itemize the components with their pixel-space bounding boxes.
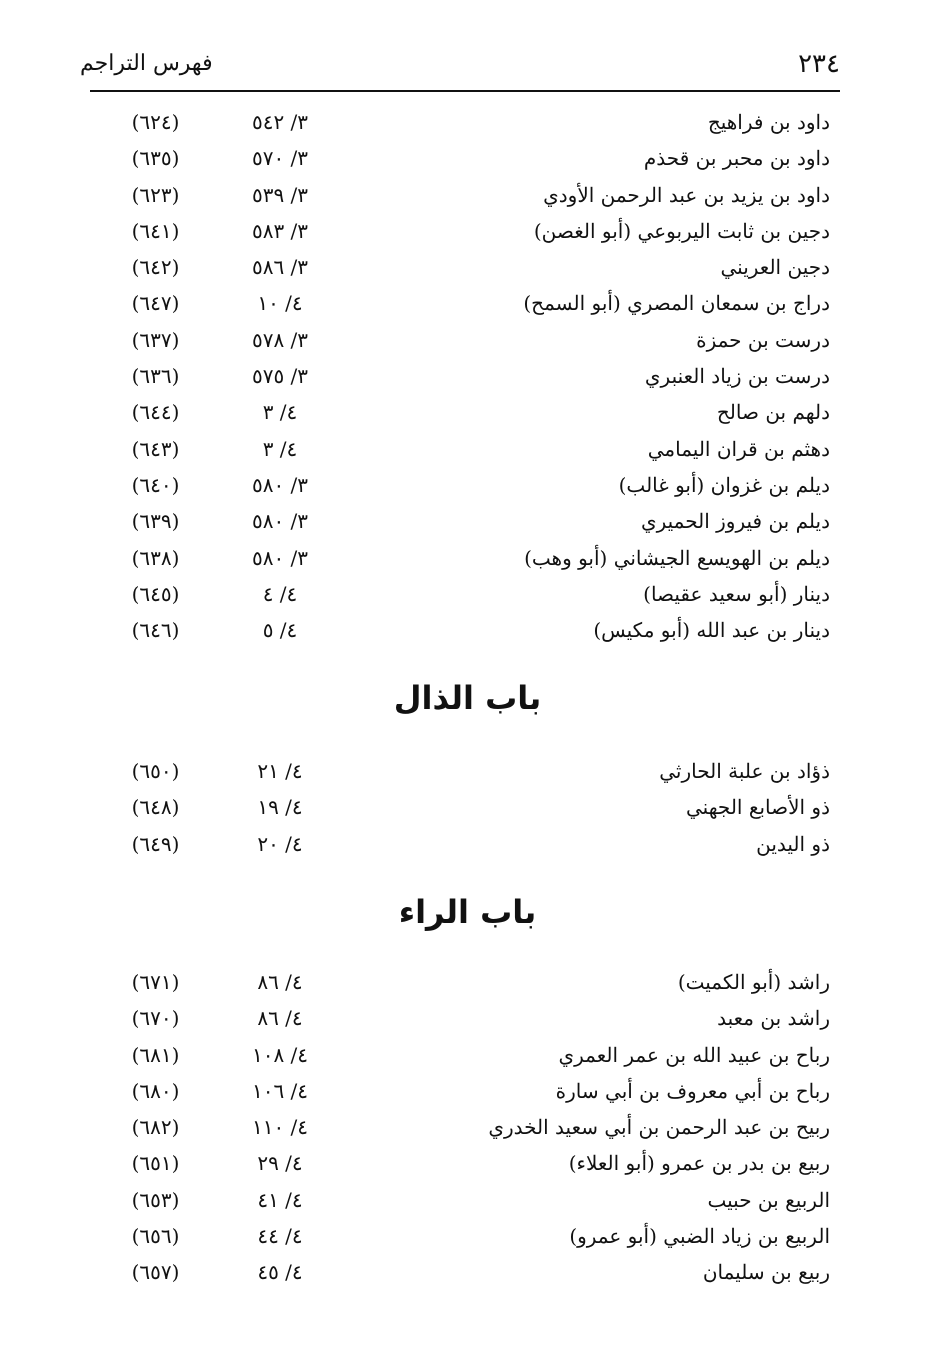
index-entry <box>0 467 935 503</box>
entry-name: دلهم بن صالح <box>716 400 830 425</box>
entry-name: الربيع بن زياد الضبي (أبو عمرو) <box>569 1224 830 1249</box>
entry-volume-page: ٣/ ٥٨٦ <box>251 255 309 280</box>
index-entry <box>0 322 935 358</box>
entry-volume-page: ٤/ ٤٥ <box>257 1260 303 1285</box>
index-entry <box>0 612 935 648</box>
entry-name: داود بن فراهيج <box>707 110 830 134</box>
entry-number: (٦٤٦) <box>131 618 180 643</box>
entry-volume-page: ٣/ ٥٤٢ <box>251 110 309 134</box>
index-entry <box>0 789 935 825</box>
entry-name: رباح بن عبيد الله بن عمر العمري <box>558 1042 830 1067</box>
index-entry <box>0 576 935 612</box>
entry-name: راشد بن معبد <box>717 1006 830 1031</box>
index-entry <box>0 1037 935 1073</box>
entry-number: (٦٣٨) <box>131 545 180 570</box>
index-entry <box>0 249 935 285</box>
page-number: ٢٣٤ <box>798 49 840 79</box>
index-entry <box>0 213 935 249</box>
header-rule <box>90 90 840 92</box>
entry-volume-page: ٤/ ١١٠ <box>251 1115 309 1140</box>
entry-number: (٦٥٠) <box>131 759 180 783</box>
entry-name: ذو اليدين <box>756 831 830 856</box>
entry-number: (٦٤٨) <box>131 795 180 820</box>
index-entry <box>0 358 935 394</box>
entry-name: دينار (أبو سعيد عقيصا) <box>643 581 830 606</box>
index-entry <box>0 503 935 539</box>
index-entry <box>0 1000 935 1036</box>
entry-volume-page: ٤/ ٢٩ <box>257 1151 303 1176</box>
entry-volume-page: ٤/ ٣ <box>262 436 298 461</box>
entry-name: ربيع بن سليمان <box>702 1260 830 1285</box>
index-entry <box>0 394 935 430</box>
entry-number: (٦٥٦) <box>131 1224 180 1249</box>
entry-number: (٦٣٩) <box>131 509 180 534</box>
entry-number: (٦٢٣) <box>131 182 180 207</box>
entry-volume-page: ٣/ ٥٨٠ <box>251 509 309 534</box>
entry-name: ديلم بن فيروز الحميري <box>640 509 830 534</box>
entry-number: (٦٥١) <box>131 1151 180 1176</box>
entry-volume-page: ٣/ ٥٨٠ <box>251 472 309 497</box>
entry-name: دجين العريني <box>720 255 830 280</box>
index-entry <box>0 1182 935 1218</box>
index-entry <box>0 1254 935 1290</box>
index-entry <box>0 1218 935 1254</box>
entry-number: (٦٣٧) <box>131 327 180 352</box>
entry-name: ذو الأصابع الجهني <box>685 795 830 820</box>
entry-volume-page: ٤/ ٤ <box>262 581 298 606</box>
index-entry <box>0 104 935 140</box>
index-entry <box>0 1145 935 1181</box>
entry-number: (٦٨٢) <box>131 1115 180 1140</box>
entry-number: (٦٨٠) <box>131 1078 180 1103</box>
entry-number: (٦٨١) <box>131 1042 180 1067</box>
entry-number: (٦٧١) <box>131 970 180 994</box>
entry-number: (٦٤٧) <box>131 291 180 316</box>
index-entry <box>0 177 935 213</box>
entry-volume-page: ٤/ ٢٠ <box>257 831 303 856</box>
chapter-heading-dhal: باب الذال <box>393 679 542 717</box>
entry-name: ربيح بن عبد الرحمن بن أبي سعيد الخدري <box>488 1115 830 1140</box>
entry-number: (٦٣٥) <box>131 146 180 171</box>
index-entry <box>0 285 935 321</box>
entry-name: دجين بن ثابت اليربوعي (أبو الغصن) <box>533 218 830 243</box>
index-entry <box>0 753 935 789</box>
chapter-heading-ra: باب الراء <box>398 893 537 931</box>
entry-number: (٦٤٩) <box>131 831 180 856</box>
running-title: فهرس التراجم <box>80 51 213 76</box>
entry-name: ربيع بن بدر بن عمرو (أبو العلاء) <box>568 1151 830 1176</box>
entry-volume-page: ٣/ ٥٣٩ <box>251 182 309 207</box>
entry-volume-page: ٤/ ١٩ <box>257 795 303 820</box>
entry-number: (٦٣٦) <box>131 364 180 389</box>
entry-number: (٦٢٤) <box>131 110 180 134</box>
entry-volume-page: ٤/ ٥ <box>262 618 298 643</box>
entry-name: ديلم بن غزوان (أبو غالب) <box>618 472 830 497</box>
entry-volume-page: ٤/ ٤١ <box>257 1187 303 1212</box>
section-dal <box>0 104 935 648</box>
entry-name: رباح بن أبي معروف بن أبي سارة <box>555 1078 830 1103</box>
index-entry <box>0 1073 935 1109</box>
entry-name: ذؤاد بن علبة الحارثي <box>659 759 830 783</box>
entry-name: داود بن يزيد بن عبد الرحمن الأودي <box>543 182 830 207</box>
entry-number: (٦٧٠) <box>131 1006 180 1031</box>
entry-name: درست بن زياد العنبري <box>644 364 830 389</box>
section-ra <box>0 964 935 1291</box>
entry-volume-page: ٤/ ٨٦ <box>257 970 303 994</box>
entry-name: درست بن حمزة <box>696 327 830 352</box>
entry-volume-page: ٤/ ٤٤ <box>257 1224 303 1249</box>
entry-number: (٦٤٥) <box>131 581 180 606</box>
entry-number: (٦٤٤) <box>131 400 180 425</box>
entry-volume-page: ٤/ ١٠٨ <box>251 1042 309 1067</box>
index-entry <box>0 826 935 862</box>
index-entry <box>0 1109 935 1145</box>
entry-volume-page: ٤/ ٢١ <box>257 759 303 783</box>
page-header <box>80 44 840 84</box>
entry-volume-page: ٤/ ٨٦ <box>257 1006 303 1031</box>
index-entry <box>0 431 935 467</box>
entry-name: دهثم بن قران اليمامي <box>647 436 830 461</box>
entry-number: (٦٤٢) <box>131 255 180 280</box>
index-entry <box>0 964 935 1000</box>
entry-name: دراج بن سمعان المصري (أبو السمح) <box>523 291 830 316</box>
entry-volume-page: ٣/ ٥٧٠ <box>251 146 309 171</box>
entry-name: راشد (أبو الكميت) <box>677 970 830 994</box>
entry-name: دينار بن عبد الله (أبو مكيس) <box>593 618 830 643</box>
entry-volume-page: ٤/ ١٠٦ <box>251 1078 309 1103</box>
entry-number: (٦٤٣) <box>131 436 180 461</box>
entry-volume-page: ٣/ ٥٨٣ <box>251 218 309 243</box>
entry-volume-page: ٤/ ٣ <box>262 400 298 425</box>
section-dhal <box>0 753 935 862</box>
entry-volume-page: ٤/ ١٠ <box>257 291 303 316</box>
index-entry <box>0 540 935 576</box>
entry-number: (٦٥٧) <box>131 1260 180 1285</box>
entry-volume-page: ٣/ ٥٧٨ <box>251 327 309 352</box>
entry-name: داود بن محبر بن قحذم <box>643 146 830 171</box>
entry-number: (٦٥٣) <box>131 1187 180 1212</box>
entry-volume-page: ٣/ ٥٧٥ <box>251 364 309 389</box>
entry-number: (٦٤٠) <box>131 472 180 497</box>
entry-volume-page: ٣/ ٥٨٠ <box>251 545 309 570</box>
entry-name: ديلم بن الهويسع الجيشاني (أبو وهب) <box>524 545 830 570</box>
entry-name: الربيع بن حبيب <box>707 1187 830 1212</box>
index-entry <box>0 140 935 176</box>
entry-number: (٦٤١) <box>131 218 180 243</box>
